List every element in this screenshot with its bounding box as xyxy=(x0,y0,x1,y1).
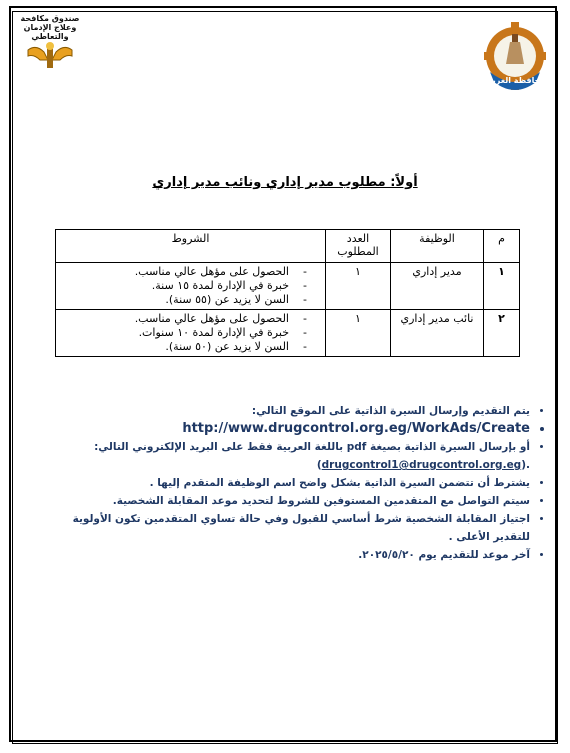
governorate-logo xyxy=(484,12,546,100)
row-count: ١ xyxy=(326,263,391,310)
condition-item: - السن لا يزيد عن (٥٥ سنة). xyxy=(60,293,307,307)
note-interview: • اجتياز المقابلة الشخصية شرط أساسي للقبول وفي حالة تساوي المتقدمين تكون الأولوية للتقدير الأعلى . xyxy=(60,510,530,546)
header-conditions: الشروط xyxy=(56,230,326,263)
fund-logo xyxy=(20,14,80,74)
apply-url-link[interactable]: • http://www.drugcontrol.org.eg/WorkAds/Create xyxy=(60,420,530,438)
notes-list xyxy=(60,402,548,564)
section-title: أولاً: مطلوب مدير إداري ونائب مدير إداري xyxy=(152,175,418,190)
note-apply-intro: • يتم التقديم وإرسال السيرة الذاتية على الموقع التالي: xyxy=(60,402,530,420)
note-deadline: • آخر موعد للتقديم يوم ٢٠٢٥/٥/٢٠. xyxy=(60,546,530,564)
row-conditions xyxy=(56,263,326,310)
table-header-row xyxy=(56,230,520,263)
governorate-caption: محافظة الغربية xyxy=(484,76,546,85)
email-prefix: .( xyxy=(521,459,530,471)
header-job: الوظيفة xyxy=(391,230,484,263)
header-index: م xyxy=(484,230,520,263)
email-suffix: ) xyxy=(316,459,322,471)
table-row xyxy=(56,263,520,310)
condition-item: - خبرة في الإدارة لمدة ١٠ سنوات. xyxy=(60,326,307,340)
row-index: ١ xyxy=(484,263,520,310)
row-conditions xyxy=(56,310,326,357)
condition-item: - خبرة في الإدارة لمدة ١٥ سنة. xyxy=(60,279,307,293)
email-link[interactable]: drugcontrol1@drugcontrol.org.eg xyxy=(321,459,522,471)
note-email-line xyxy=(60,456,530,474)
fund-logo-text: صندوق مكافحة وعلاج الإدمان والتعاطي xyxy=(20,14,80,41)
condition-item: - الحصول على مؤهل عالي مناسب. xyxy=(60,312,307,326)
jobs-table xyxy=(55,229,520,357)
gear-emblem-icon xyxy=(484,12,546,100)
note-cv: • يشترط أن تتضمن السيرة الذاتية بشكل واضح اسم الوظيفة المتقدم إليها . xyxy=(60,474,530,492)
note-pdf: • أو بإرسال السيرة الذاتية بصيغة pdf باللغة العربية فقط على البريد الإلكتروني التالي: xyxy=(60,438,530,456)
note-contact: • سيتم التواصل مع المتقدمين المستوفين للشروط لتحديد موعد المقابلة الشخصية. xyxy=(60,492,530,510)
row-job: نائب مدير إداري xyxy=(391,310,484,357)
hands-icon xyxy=(26,40,74,70)
table-row xyxy=(56,310,520,357)
row-job: مدير إداري xyxy=(391,263,484,310)
row-index: ٢ xyxy=(484,310,520,357)
row-count: ١ xyxy=(326,310,391,357)
header-count: العدد المطلوب xyxy=(326,230,391,263)
page-border-inner xyxy=(12,11,558,744)
condition-item: - السن لا يزيد عن (٥٠ سنة). xyxy=(60,340,307,354)
condition-item: - الحصول على مؤهل عالي مناسب. xyxy=(60,265,307,279)
